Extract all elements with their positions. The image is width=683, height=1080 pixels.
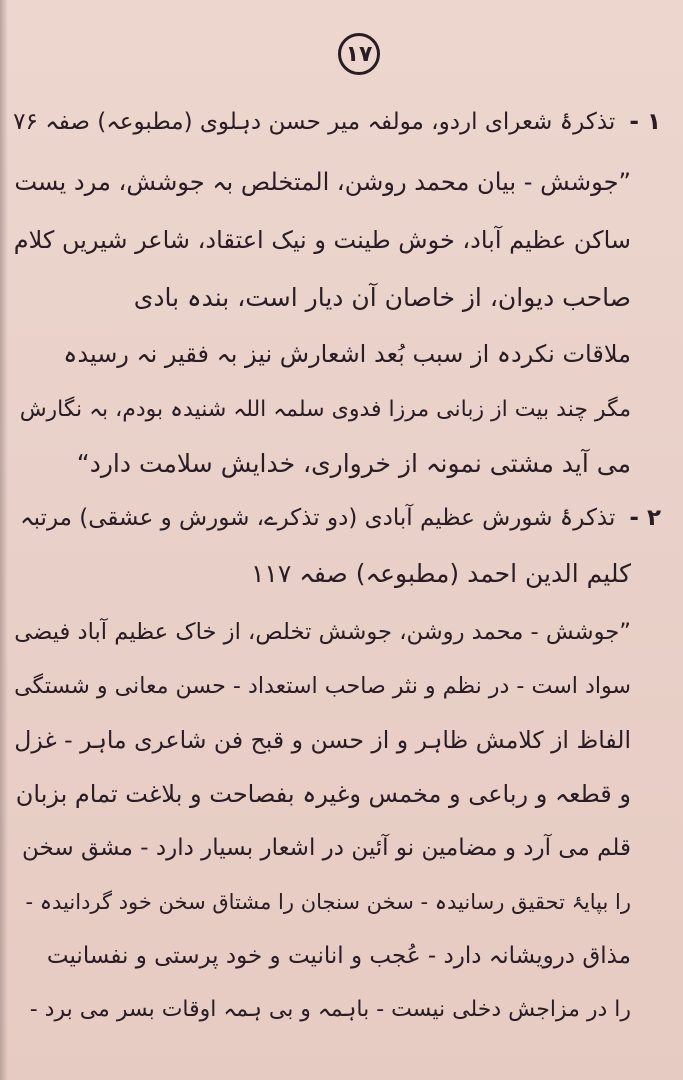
line-text: صاحب دیوان، از خاصان آن دیار است، بندہ بادی <box>133 283 631 312</box>
line-text: می آید مشتی نمونہ از خرواری، خدایش سلامت دارد“ <box>76 449 631 478</box>
entry-1-heading <box>13 104 661 140</box>
entry-number: ۱ - <box>629 109 661 135</box>
text-line <box>14 614 631 650</box>
line-text: سواد است - در نظم و نثر صاحب استعداد - حسن معانی و شستگی <box>14 673 631 699</box>
text-line <box>47 938 631 974</box>
line-text: ملاقات نکردہ از سبب بُعد اشعارش نیز بہ فقیر نہ رسیدہ <box>63 340 631 368</box>
text-line <box>63 336 631 372</box>
line-text: تذکرۂ شورش عظیم آبادی (دو تذکرے، شورش و عشقی) مرتبہ <box>20 505 616 531</box>
line-text: ”جوشش - محمد روشن، جوشش تخلص، از خاک عظیم آباد فیضی <box>14 619 631 645</box>
line-text: را در مزاجش دخلی نیست - باہمہ و بی ہمہ اوقات بسر می برد - <box>29 997 631 1022</box>
text-line <box>30 992 631 1028</box>
text-line <box>14 668 631 704</box>
text-line <box>77 446 631 482</box>
text-line <box>14 222 631 258</box>
line-text: و قطعہ و رباعی و مخمس وغیرہ بفصاحت و بلاغت تمام بزبان <box>15 780 631 808</box>
line-text: ”جوشش - بیان محمد روشن، المتخلص بہ جوشش، مرد یست <box>14 168 631 196</box>
line-text: مگر چند بیت از زبانی مرزا فدوی سلمہ اللہ شنیدہ بودم، بہ نگارش <box>19 397 631 422</box>
text-line <box>251 556 631 592</box>
line-text: مذاق درویشانہ دارد - عُجب و انانیت و خود پرستی و نفسانیت <box>46 943 631 969</box>
line-text: ساکن عظیم آباد، خوش طینت و نیک اعتقاد، شاعر شیریں کلام <box>13 226 631 254</box>
line-text: قلم می آرد و مضامین نو آئین در اشعار بسیار دارد - مشق سخن <box>22 835 631 861</box>
line-text: الفاظ از کلامش ظاہر و از حسن و قبح فن شاعری ماہر - غزل <box>14 726 631 754</box>
page-number: ١٧ <box>345 41 373 67</box>
line-text: کلیم الدین احمد (مطبوعہ) صفہ ۱۱۷ <box>251 559 631 588</box>
line-text: تذکرۂ شعرای اردو، مولفہ میر حسن دہلوی (مطبوعہ) صفہ ۷۶ <box>13 109 616 135</box>
text-line <box>14 164 631 200</box>
text-line <box>134 280 631 316</box>
text-line <box>16 776 631 812</box>
page-number-circle <box>338 33 380 75</box>
entry-number: ۲ - <box>629 505 661 531</box>
line-text: را بپایۂ تحقیق رسانیدہ - سخن سنجان را مشتاق سخن خود گردانیدہ - <box>25 890 631 914</box>
text-line <box>20 392 631 428</box>
text-line <box>22 830 631 866</box>
text-line <box>14 722 631 758</box>
entry-2-heading <box>20 500 661 536</box>
text-line <box>25 884 631 920</box>
